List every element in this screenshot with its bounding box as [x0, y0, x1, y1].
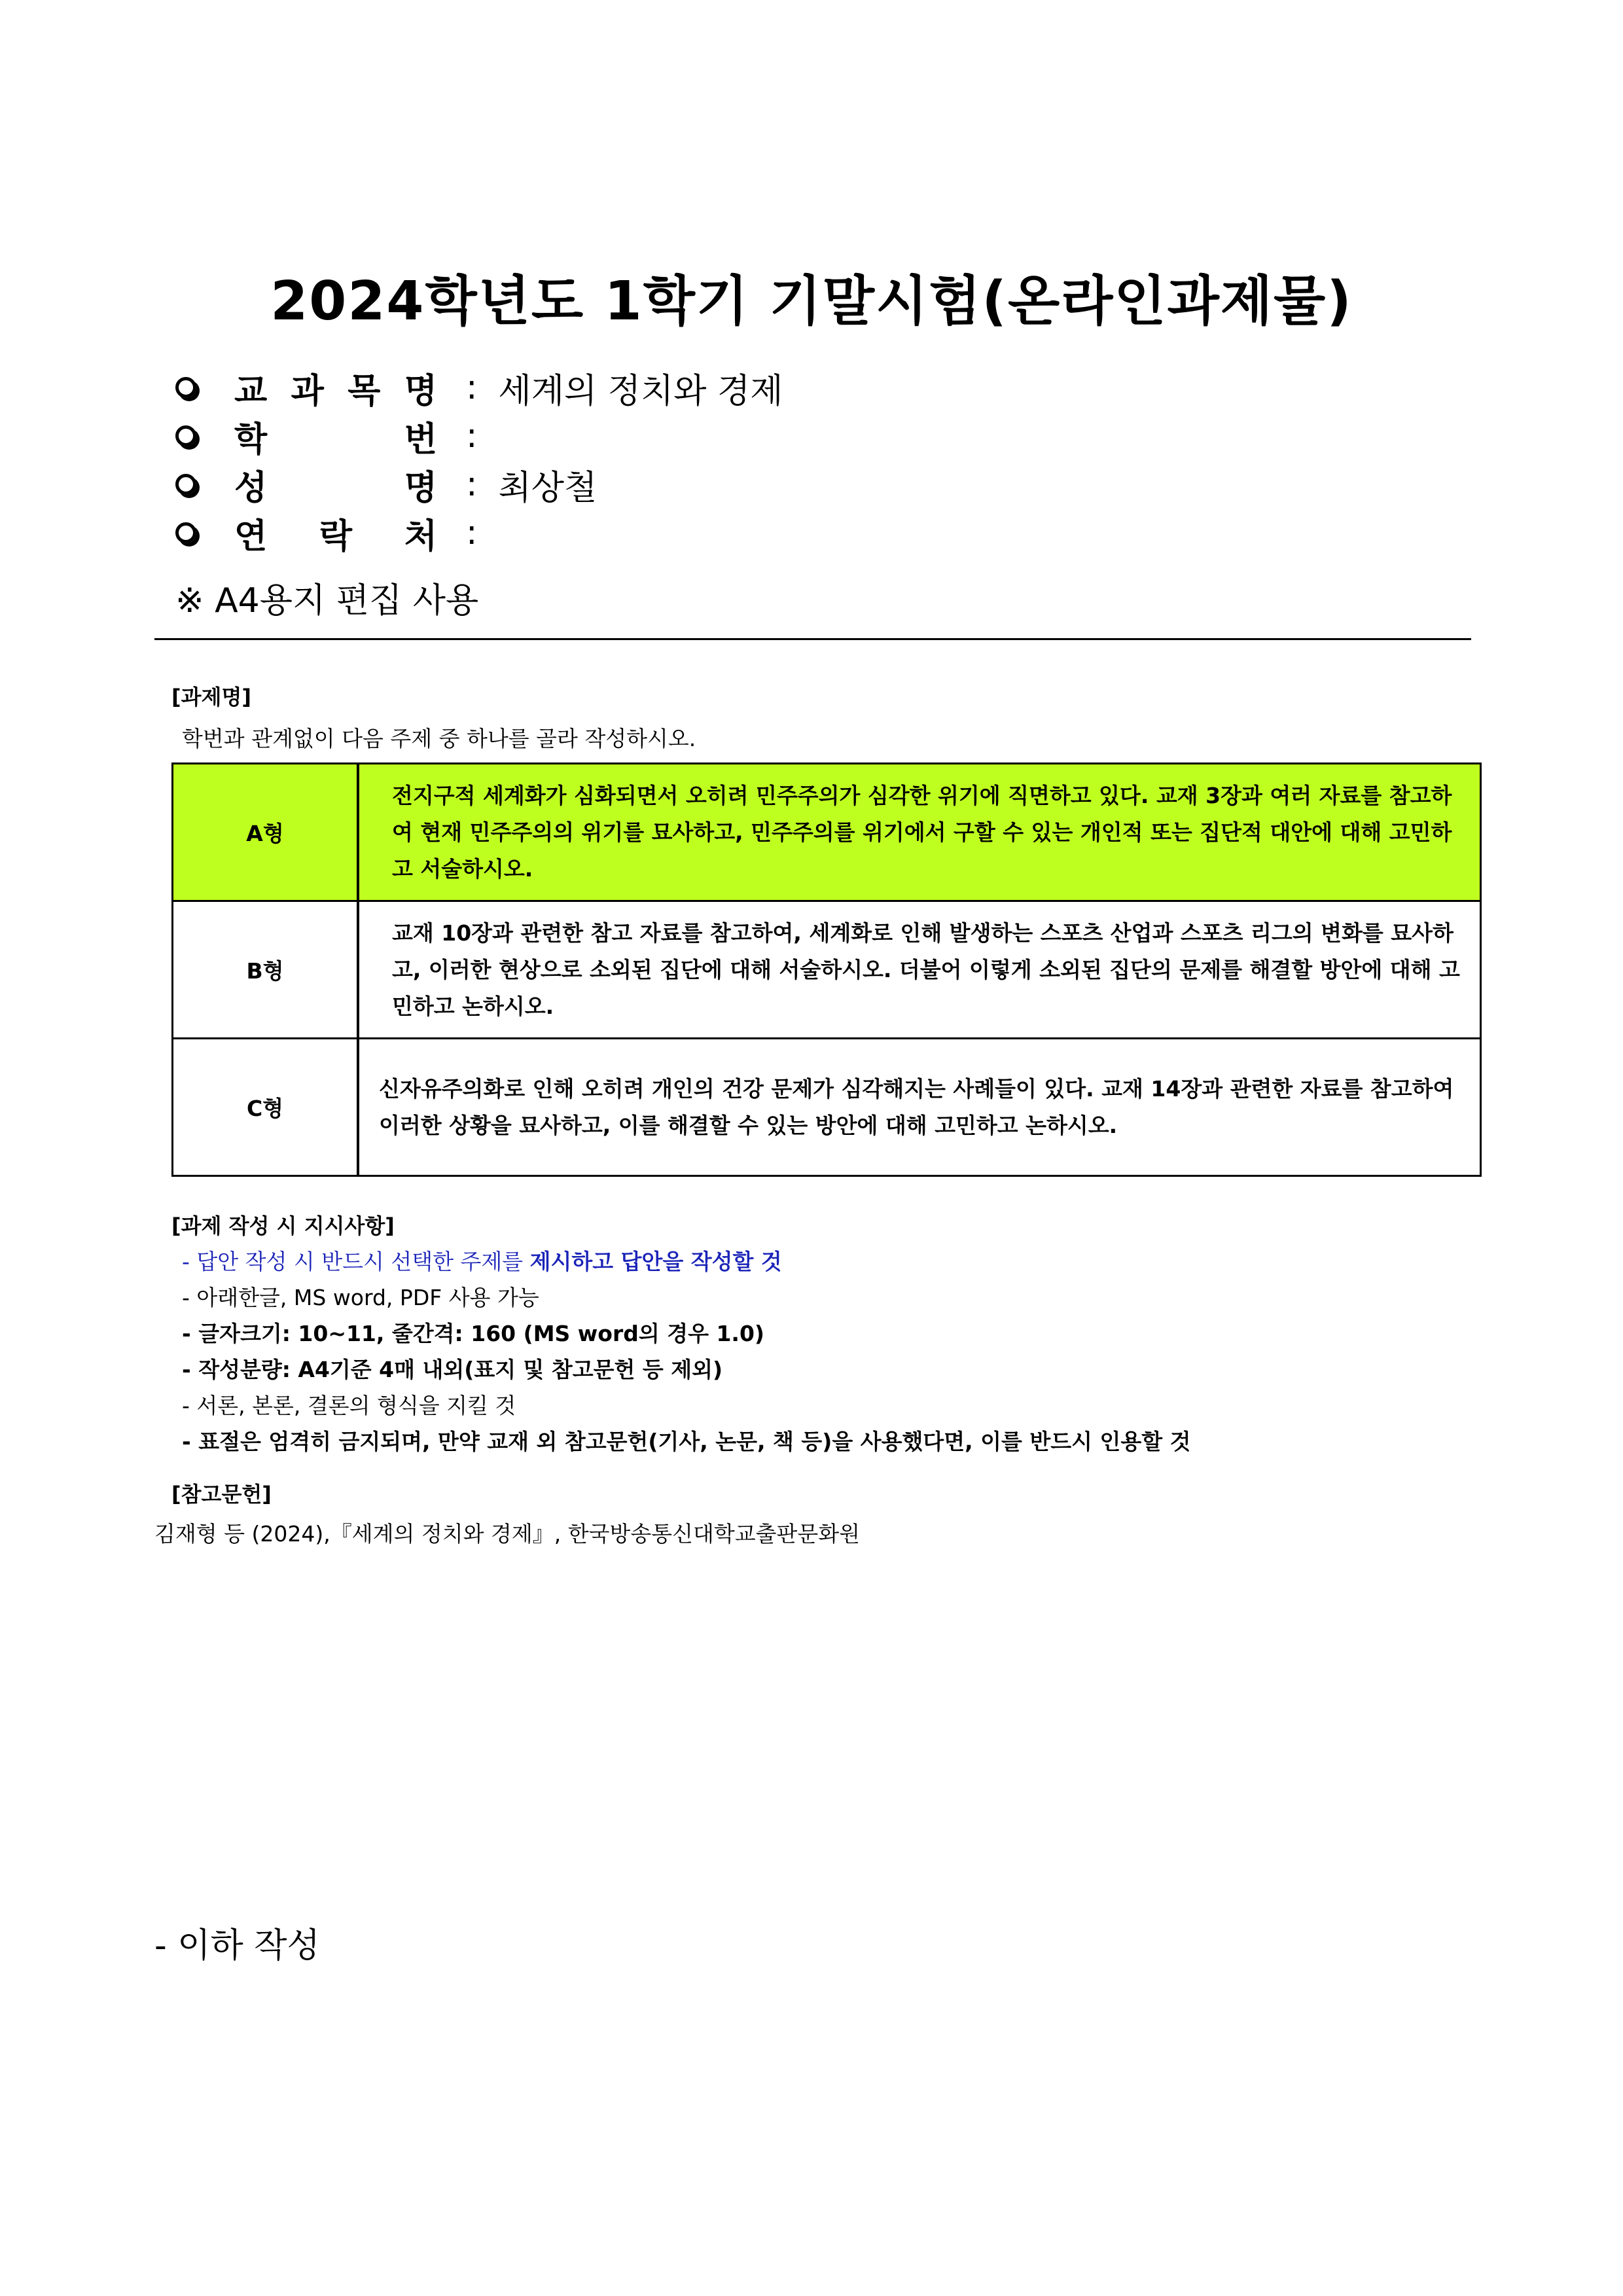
info-row-contact: [175, 509, 783, 557]
task-type-a: A형: [173, 764, 359, 901]
info-label-contact: 연 락 처: [234, 516, 437, 556]
info-row-student-id: [175, 412, 783, 460]
info-row-course: [175, 363, 783, 412]
references-heading: [참고문헌]: [171, 1482, 272, 1507]
info-value-name: 최상철: [498, 468, 597, 508]
task-heading: [과제명]: [171, 685, 251, 709]
paper-notice: ※ A4용지 편집 사용: [175, 581, 479, 620]
task-type-b: B형: [173, 901, 359, 1039]
task-desc-a: 전지구적 세계화가 심화되면서 오히려 민주주의가 심각한 위기에 직면하고 있다. 교재 3장과 여러 자료를 참고하여 현재 민주주의의 위기를 묘사하고, 민주주의를 위기에서 구할 수 있는 개인적 또는 집단적 대안에 대해 고민하고 서술하시오.: [358, 764, 1481, 901]
circle-bullet-icon: [175, 522, 196, 543]
task-type-c: C형: [173, 1039, 359, 1176]
page-title: 2024학년도 1학기 기말시험(온라인과제물): [270, 270, 1353, 332]
list-item: - 글자크기: 10~11, 줄간격: 160 (MS word의 경우 1.0): [182, 1321, 764, 1346]
list-item: - 표절은 엄격히 금지되며, 만약 교재 외 참고문헌(기사, 논문, 책 등)을 사용했다면, 이를 반드시 인용할 것: [182, 1429, 1191, 1454]
student-info: [175, 363, 783, 557]
table-row: [173, 901, 1481, 1039]
circle-bullet-icon: [175, 377, 196, 398]
instructions-heading: [과제 작성 시 지시사항]: [171, 1213, 395, 1238]
info-colon: :: [466, 513, 478, 552]
task-table: [171, 762, 1482, 1177]
info-colon: :: [466, 416, 478, 456]
table-row: [173, 764, 1481, 901]
circle-bullet-icon: [175, 425, 196, 446]
instructions-list: [182, 1244, 1190, 1460]
footer-note: - 이하 작성: [154, 1926, 320, 1965]
info-label-student-id: 학 번: [234, 420, 437, 459]
info-value-course: 세계의 정치와 경제: [498, 371, 783, 411]
circle-bullet-icon: [175, 474, 196, 495]
info-row-name: [175, 460, 783, 509]
task-desc-c: 신자유주의화로 인해 오히려 개인의 건강 문제가 심각해지는 사례들이 있다. 교재 14장과 관련한 자료를 참고하여 이러한 상황을 묘사하고, 이를 해결할 수 있는 방안에 대해 고민하고 논하시오.: [358, 1039, 1481, 1176]
info-label-course: 교 과 목 명: [234, 371, 437, 411]
info-colon: :: [466, 465, 478, 504]
task-intro: 학번과 관계없이 다음 주제 중 하나를 골라 작성하시오.: [182, 726, 696, 751]
list-item: - 작성분량: A4기준 4매 내외(표지 및 참고문헌 등 제외): [182, 1357, 723, 1382]
table-row: [173, 1039, 1481, 1176]
list-item: - 답안 작성 시 반드시 선택한 주제를 제시하고 답안을 작성할 것: [182, 1249, 782, 1274]
reference-entry: 김재형 등 (2024),『세계의 정치와 경제』, 한국방송통신대학교출판문화원: [154, 1521, 860, 1547]
info-colon: :: [466, 368, 478, 407]
list-item: - 서론, 본론, 결론의 형식을 지킬 것: [182, 1393, 516, 1418]
task-desc-b: 교재 10장과 관련한 참고 자료를 참고하여, 세계화로 인해 발생하는 스포츠 산업과 스포츠 리그의 변화를 묘사하고, 이러한 현상으로 소외된 집단에 대해 서술하시오. 더불어 이렇게 소외된 집단의 문제를 해결할 방안에 대해 고민하고 논하시오.: [358, 901, 1481, 1039]
list-item: - 아래한글, MS word, PDF 사용 가능: [182, 1285, 539, 1310]
divider: [154, 638, 1471, 640]
info-label-name: 성 명: [234, 468, 437, 508]
